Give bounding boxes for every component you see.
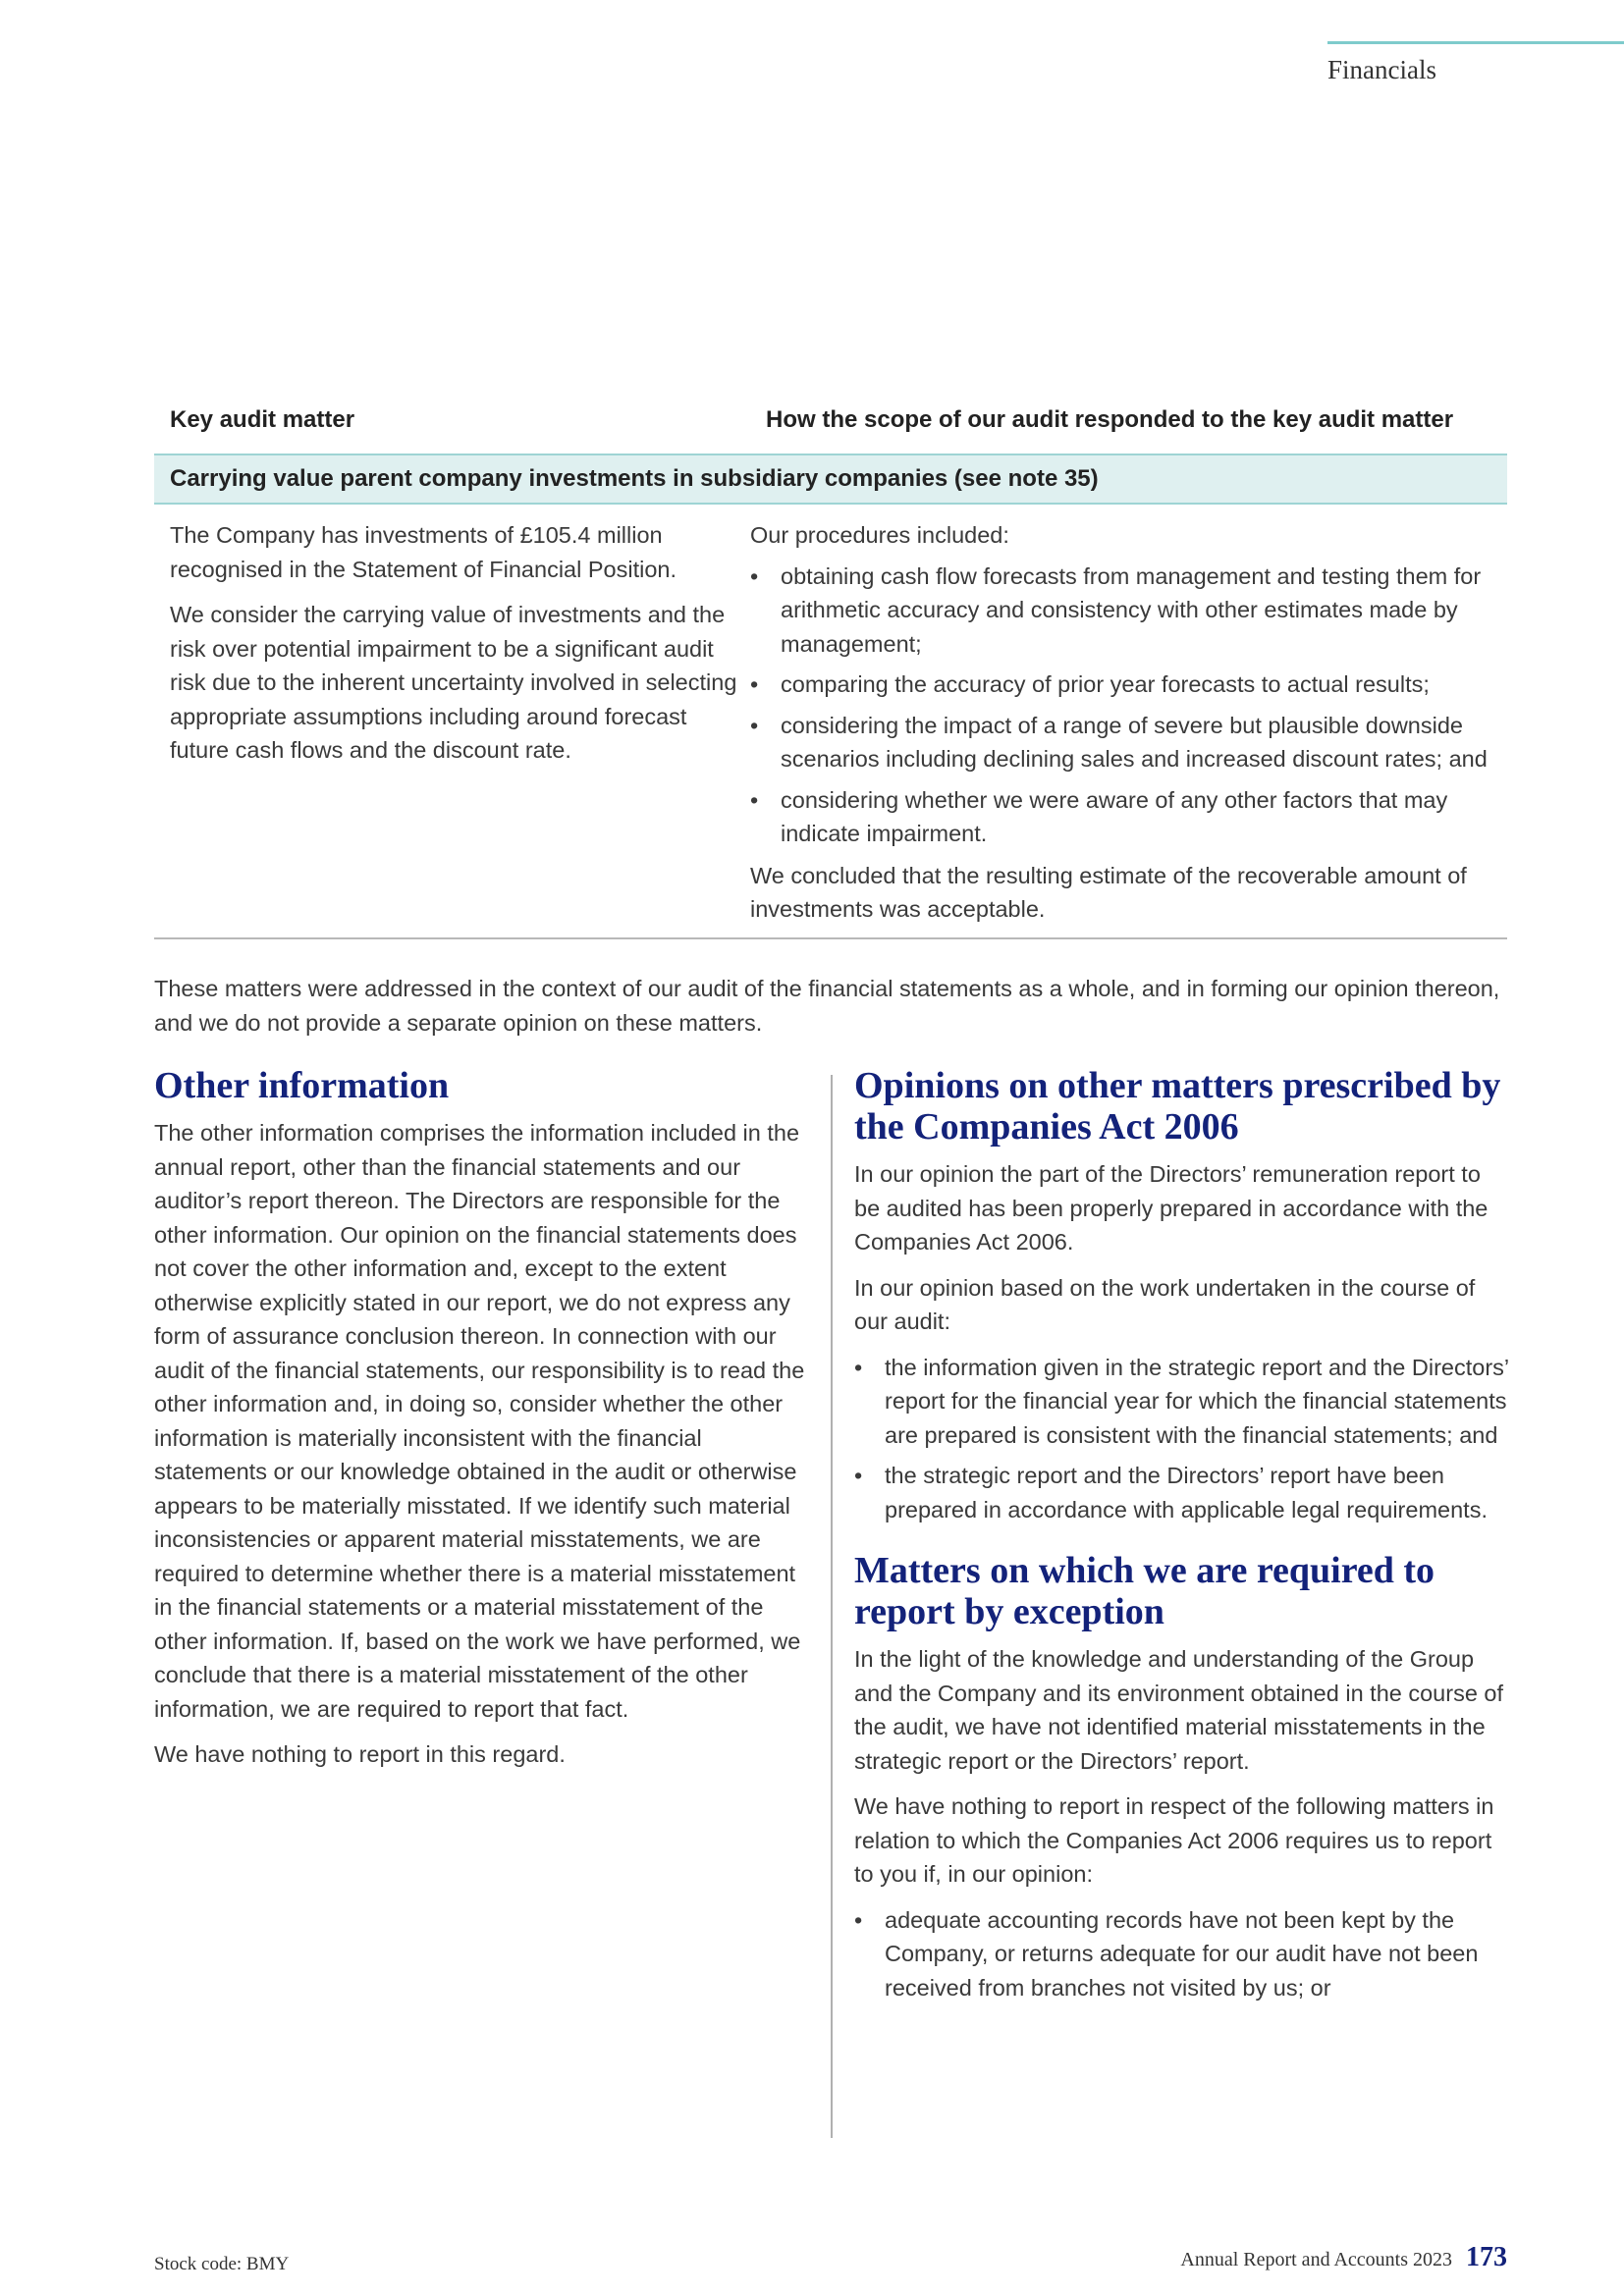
matter-paragraph: The Company has investments of £105.4 million recognised in the Statement of Financial Position. [170,522,677,582]
column-divider [831,1075,833,2138]
page-footer [1180,2242,1507,2273]
matter-description [154,518,750,934]
stock-code: Stock code: BMY [154,2254,290,2274]
exception-list [854,1903,1512,2005]
right-column [854,1065,1512,2012]
page-number: 173 [1466,2242,1507,2272]
opinions-list [854,1351,1512,1527]
table-row [154,505,1507,939]
list-item: • obtaining cash flow forecasts from management and testing them for arithmetic accuracy and consistency with other estimates made by management; [750,560,1507,662]
key-audit-matter-table [154,393,1507,939]
body-paragraph: In our opinion the part of the Directors’ remuneration report to be audited has been properly prepared in accordance with the Companies Act 2006. [854,1161,1489,1255]
matter-paragraph: We consider the carrying value of investments and the risk over potential impairment to be a significant audit risk due to the inherent uncertainty involved in selecting appropriate assumptions including around forecast future cash flows and the discount rate. [170,602,737,763]
audit-response [750,518,1507,934]
heading-other-information: Other information [154,1065,450,1106]
table-header-row [154,393,1507,434]
body-paragraph: We have nothing to report in respect of the following matters in relation to which the Companies Act 2006 requires us to report to you if, in our opinion: [854,1793,1494,1887]
list-item: • the strategic report and the Directors’ report have been prepared in accordance with applicable legal requirements. [854,1459,1512,1526]
list-item: • considering the impact of a range of severe but plausible downside scenarios including declining sales and increased discount rates; and [750,709,1507,776]
body-paragraph: In the light of the knowledge and understanding of the Group and the Company and its environment obtained in the course of the audit, we have not identified material misstatements in the strategic report or the Directors’ report. [854,1646,1504,1774]
list-item: • the information given in the strategic report and the Directors’ report for the financial year for which the financial statements are prepared is consistent with the financial statements; and [854,1351,1512,1453]
left-column [154,1065,807,1784]
list-item: • considering whether we were aware of any other factors that may indicate impairment. [750,783,1507,851]
list-item: • adequate accounting records have not been kept by the Company, or returns adequate for our audit have not been received from branches not visited by us; or [854,1903,1512,2005]
heading-opinions-other-matters: Opinions on other matters prescribed by the Companies Act 2006 [854,1065,1501,1148]
body-paragraph: In our opinion based on the work undertaken in the course of our audit: [854,1274,1476,1334]
heading-report-by-exception: Matters on which we are required to report by exception [854,1550,1435,1632]
response-intro: Our procedures included: [750,522,1009,548]
column-header-audit-response: How the scope of our audit responded to the key audit matter [766,406,1454,433]
body-paragraph: The other information comprises the information included in the annual report, other than the financial statements and our auditor’s report thereon. The Directors are responsible for the other information. Our opinion on the financial statements does not cover the other information and, except to the extent otherwise explicitly stated in our report, we do not express any form of assurance conclusion thereon. In connection with our audit of the financial statements, our responsibility is to read the other information and, in doing so, consider whether the other information is materially inconsistent with the financial statements or our knowledge obtained in the audit or otherwise appears to be materially misstated. If we identify such material inconsistencies or apparent material misstatements, we are required to determine whether there is a material misstatement in the financial statements or a material misstatement of the other information. If, based on the work we have performed, we conclude that there is a material misstatement of the other information, we are required to report that fact. [154,1120,805,1722]
column-header-key-audit-matter: Key audit matter [170,406,355,433]
matter-title-band: Carrying value parent company investments in subsidiary companies (see note 35) [154,454,1507,505]
procedures-list [750,560,1507,851]
response-conclusion: We concluded that the resulting estimate of the recoverable amount of investments was acceptable. [750,862,1467,922]
report-title: Annual Report and Accounts 2023 [1180,2249,1452,2270]
matters-note: These matters were addressed in the context of our audit of the financial statements as a whole, and in forming our opinion thereon, and we do not provide a separate opinion on these matters. [154,976,1500,1036]
list-item: • comparing the accuracy of prior year forecasts to actual results; [750,667,1507,702]
header-accent-rule [1327,41,1624,44]
section-label: Financials [1327,55,1436,84]
body-paragraph: We have nothing to report in this regard. [154,1741,566,1767]
